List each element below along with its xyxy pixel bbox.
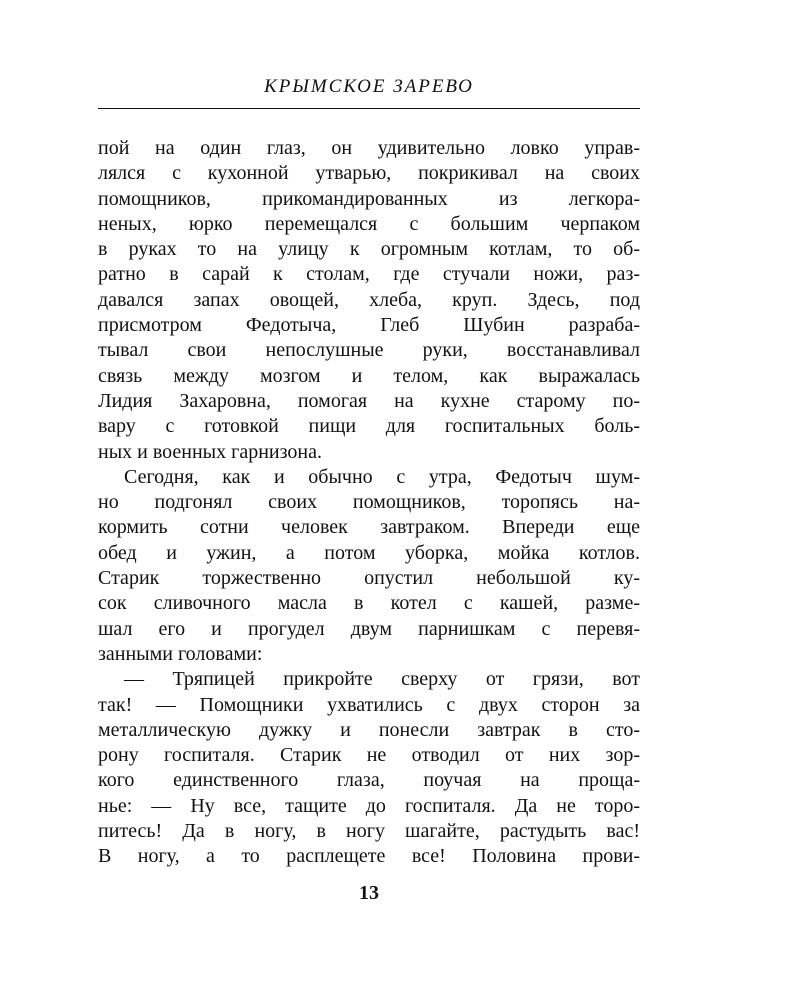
- text-line: лялся с кухонной утварью, покрикивал на своих: [98, 162, 640, 185]
- text-line: сок сливочного масла в котел с кашей, разме-: [98, 592, 640, 615]
- header-rule: [98, 108, 640, 109]
- text-line: пой на один глаз, он удивительно ловко управ-: [98, 137, 640, 159]
- text-line: занными головами:: [98, 642, 263, 665]
- text-line: присмотром Федотыча, Глеб Шубин разраба-: [98, 314, 640, 337]
- text-line: но подгонял своих помощников, торопясь на-: [98, 491, 640, 514]
- text-line: в руках то на улицу к огромным котлам, то об-: [98, 238, 640, 261]
- text-line: Сегодня, как и обычно с утра, Федотыч шум-: [124, 465, 640, 488]
- text-line: В ногу, а то расплещете все! Половина прови-: [98, 845, 640, 868]
- text-line: кого единственного глаза, поучая на проща-: [98, 769, 640, 792]
- text-line: Лидия Захаровна, помогая на кухне старому по-: [98, 389, 640, 412]
- running-title: КРЫМСКОЕ ЗАРЕВО: [264, 76, 474, 97]
- text-line: металлическую дужку и понесли завтрак в сто-: [98, 718, 640, 741]
- text-line: ных и военных гарнизона.: [98, 440, 322, 463]
- text-line: — Тряпицей прикройте сверху от грязи, вот: [124, 668, 640, 691]
- text-line: рону госпиталя. Старик не отводил от них зор-: [98, 744, 640, 767]
- text-line: питесь! Да в ногу, в ногу шагайте, растудыть вас!: [98, 820, 640, 843]
- page-number: 13: [359, 882, 379, 904]
- text-line: давался запах овощей, хлеба, круп. Здесь, под: [98, 288, 640, 311]
- text-line: тывал свои непослушные руки, восстанавливал: [98, 339, 640, 362]
- text-line: нье: — Ну все, тащите до госпиталя. Да не торо-: [98, 794, 640, 817]
- text-line: помощников, прикомандированных из легкора-: [98, 187, 640, 210]
- text-line: шал его и прогудел двум парнишкам с перевя-: [98, 617, 640, 640]
- text-line: неных, юрко перемещался с большим черпаком: [98, 212, 640, 235]
- text-line: вару с готовкой пищи для госпитальных боль-: [98, 415, 640, 438]
- text-line: так! — Помощники ухватились с двух сторон за: [98, 693, 640, 716]
- text-line: Старик торжественно опустил небольшой ку-: [98, 567, 640, 590]
- text-line: кормить сотни человек завтраком. Впереди еще: [98, 516, 640, 539]
- text-line: ратно в сарай к столам, где стучали ножи, раз-: [98, 263, 640, 286]
- body-text: [98, 136, 640, 870]
- text-line: обед и ужин, а потом уборка, мойка котлов.: [98, 541, 640, 564]
- text-line: связь между мозгом и телом, как выражалась: [98, 364, 640, 387]
